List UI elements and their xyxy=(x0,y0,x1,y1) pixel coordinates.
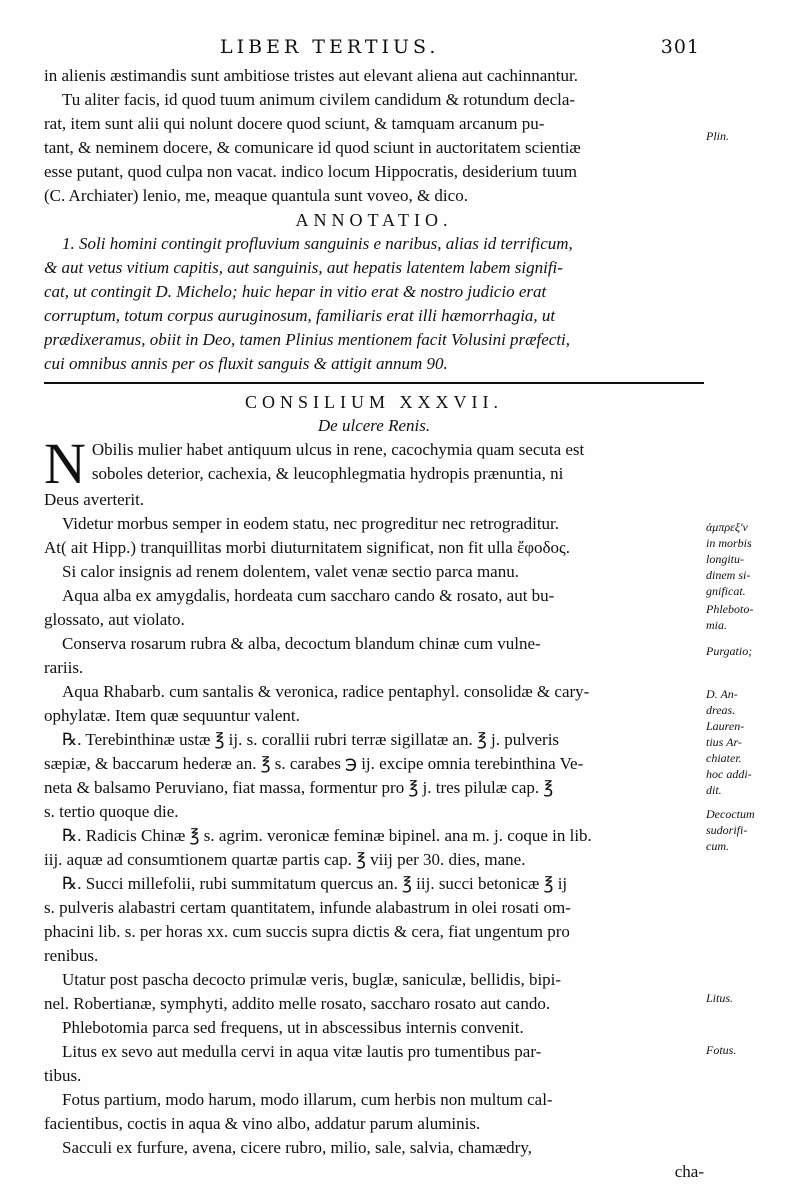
text-line: glossato, aut violato. xyxy=(44,610,185,629)
running-title: LIBER TERTIUS. xyxy=(220,36,440,58)
margin-line: chiater. xyxy=(706,751,742,765)
margin-line: in morbis xyxy=(706,536,752,550)
text-line: s. pulveris alabastri certam quantitatem, infunde alabastrum in olei rosati om- xyxy=(44,898,571,917)
margin-note-plin xyxy=(706,128,796,144)
margin-note-ephodos xyxy=(706,519,796,599)
text-line: Sacculi ex furfure, avena, cicere rubro, milio, sale, salvia, chamædry, xyxy=(62,1138,532,1157)
text-line: rariis. xyxy=(44,658,84,677)
annotatio-body xyxy=(44,232,704,376)
annotatio-heading: ANNOTATIO. xyxy=(295,210,453,230)
margin-line: dreas. xyxy=(706,703,736,717)
text-line: ophylatæ. Item quæ sequuntur valent. xyxy=(44,706,300,725)
margin-line: mia. xyxy=(706,618,727,632)
text-line: Deus averterit. xyxy=(44,490,145,509)
margin-line: dinem si- xyxy=(706,568,751,582)
consilium-subheading: De ulcere Renis. xyxy=(317,416,431,435)
margin-line: D. An- xyxy=(706,687,738,701)
text-line: ℞. Succi millefolii, rubi summitatum quercus an. ℥ iij. succi betonicæ ℥ ij xyxy=(62,874,568,893)
text-line: Conserva rosarum rubra & alba, decoctum blandum chinæ cum vulne- xyxy=(62,634,541,653)
margin-note-phlebotomia xyxy=(706,601,796,633)
page-number: 301 xyxy=(660,36,700,58)
margin-line: Purgatio; xyxy=(706,644,753,658)
text-line: Fotus partium, modo harum, modo illarum, cum herbis non multum cal- xyxy=(62,1090,553,1109)
margin-line: Phleboto- xyxy=(706,602,754,616)
text-line: Videtur morbus semper in eodem statu, nec progreditur nec retrograditur. xyxy=(62,514,560,533)
text-line: facientibus, coctis in aqua & vino albo, addatur parum aluminis. xyxy=(44,1114,481,1133)
text-line: Litus ex sevo aut medulla cervi in aqua vitæ lautis pro tumentibus par- xyxy=(62,1042,542,1061)
annotation-line: corruptum, totum corpus auruginosum, familiaris erat illi hæmorrhagia, ut xyxy=(44,306,556,325)
margin-note-purgatio xyxy=(706,643,796,659)
margin-note-fotus xyxy=(706,1042,796,1058)
text-line: nel. Robertianæ, symphyti, addito melle rosato, saccharo rosato aut cando. xyxy=(44,994,551,1013)
margin-note-decoctum xyxy=(706,806,796,854)
catchword: cha- xyxy=(674,1162,704,1181)
margin-line: longitu- xyxy=(706,552,744,566)
annotation-line: & aut vetus vitium capitis, aut sanguinis, aut hepatis latentem labem signifi- xyxy=(44,258,563,277)
text-line: ℞. Radicis Chinæ ℥ s. agrim. veronicæ feminæ bipinel. ana m. j. coque in lib. xyxy=(62,826,592,845)
text-line: rat, item sunt alii qui nolunt docere quod sciunt, & tamquam arcanum pu- xyxy=(44,114,545,133)
margin-line: sudorifi- xyxy=(706,823,748,837)
margin-line: gnificat. xyxy=(706,584,746,598)
margin-line: Litus. xyxy=(706,991,734,1005)
text-line: Tu aliter facis, id quod tuum animum civilem candidum & rotundum decla- xyxy=(62,90,576,109)
text-line: At( ait Hipp.) tranquillitas morbi diuturnitatem significat, non fit ulla ἔφοδος. xyxy=(44,538,571,557)
annotation-line: cui omnibus annis per os fluxit sanguis & attigit annum 90. xyxy=(44,354,448,373)
text-line: (C. Archiater) lenio, me, meaque quantula sunt voveo, & dico. xyxy=(44,186,468,205)
text-line: iij. aquæ ad consumtionem quartæ partis cap. ℥ viij per 30. dies, mane. xyxy=(44,850,526,869)
text-line: ℞. Terebinthinæ ustæ ℥ ij. s. corallii rubri terræ sigillatæ an. ℥ j. pulveris xyxy=(62,730,560,749)
margin-line: hoc addi- xyxy=(706,767,752,781)
text-line: sæpiæ, & baccarum hederæ an. ℥ s. carabes ℈ ij. excipe omnia terebinthina Ve- xyxy=(44,754,584,773)
text-line: Obilis mulier habet antiquum ulcus in rene, cacochymia quam secuta est xyxy=(91,440,585,459)
section-rule xyxy=(44,382,704,384)
text-line: Utatur post pascha decocto primulæ veris, buglæ, saniculæ, bellidis, bipi- xyxy=(62,970,562,989)
text-line: in alienis æstimandis sunt ambitiose tristes aut elevant aliena aut cachinnantur. xyxy=(44,66,578,85)
drop-capital: N xyxy=(44,438,86,488)
consilium-body xyxy=(44,512,704,1184)
annotation-line: 1. Soli homini contingit profluvium sanguinis e naribus, alias id terrificum, xyxy=(62,234,573,253)
text-line: phacini lib. s. per horas xx. cum succis supra dictis & cera, fiat ungentum pro xyxy=(44,922,570,941)
margin-line: dit. xyxy=(706,783,722,797)
text-line: renibus. xyxy=(44,946,99,965)
text-line: Aqua Rhabarb. cum santalis & veronica, radice pentaphyl. consolidæ & cary- xyxy=(62,682,590,701)
margin-line: Decoctum xyxy=(706,807,755,821)
text-line: tant, & neminem docere, & comunicare id quod sciunt in auctoritatem scientiæ xyxy=(44,138,581,157)
text-line: esse putant, quod culpa non vacat. indico locum Hippocratis, desiderium tuum xyxy=(44,162,578,181)
annotation-line: cat, ut contingit D. Michelo; huic hepar in vitio erat & nostro judicio erat xyxy=(44,282,547,301)
top-paragraph xyxy=(44,64,704,208)
text-line: Phlebotomia parca sed frequens, ut in abscessibus internis convenit. xyxy=(62,1018,524,1037)
margin-line: Plin. xyxy=(706,129,729,143)
margin-line: Lauren- xyxy=(706,719,745,733)
text-line: Si calor insignis ad renem dolentem, valet venæ sectio parca manu. xyxy=(62,562,519,581)
text-line: tibus. xyxy=(44,1066,82,1085)
margin-line: Fotus. xyxy=(706,1043,737,1057)
margin-line: tius Ar- xyxy=(706,735,742,749)
text-line: soboles deterior, cachexia, & leucophlegmatia hydropis prænuntia, ni xyxy=(91,464,564,483)
text-line: neta & balsamo Peruviano, fiat massa, formentur pro ℥ j. tres pilulæ cap. ℥ xyxy=(44,778,554,797)
margin-line: cum. xyxy=(706,839,729,853)
margin-note-andreas xyxy=(706,686,796,798)
main-text-block xyxy=(44,64,704,1184)
text-line: Aqua alba ex amygdalis, hordeata cum saccharo cando & rosato, aut bu- xyxy=(62,586,555,605)
annotation-line: prædixeramus, obiit in Deo, tamen Plinius mentionem facit Volusini præfecti, xyxy=(44,330,571,349)
margin-line: ἀμπρεξ'ν xyxy=(706,520,748,534)
consilium-heading: CONSILIUM XXXVII. xyxy=(245,392,503,412)
margin-note-litus xyxy=(706,990,796,1006)
consilium-opening xyxy=(44,438,704,488)
text-line: s. tertio quoque die. xyxy=(44,802,179,821)
